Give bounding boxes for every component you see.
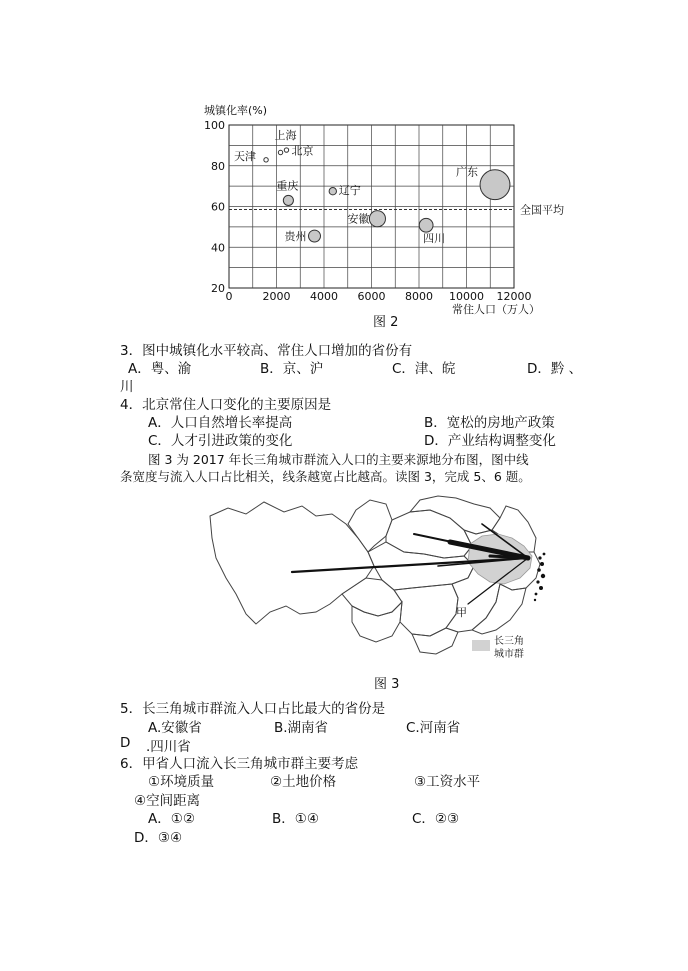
data-point-label: 广东	[456, 165, 478, 179]
q5-option-b: B.湖南省	[274, 720, 329, 736]
data-point-label: 贵州	[284, 230, 307, 244]
figure3-intro-line2: 条宽度与流入人口占比相关，线条越宽占比越高。读图 3，完成 5、6 题。	[120, 469, 531, 484]
x-tick-label: 0	[225, 290, 233, 303]
flow-line-jiangxi	[490, 556, 528, 558]
chart-grid	[229, 125, 514, 288]
data-point	[264, 158, 268, 162]
figure3-caption: 图 3	[374, 677, 400, 692]
q5-option-d-letter: D	[120, 735, 131, 751]
y-tick-label: 80	[211, 159, 225, 173]
figure3-map	[206, 494, 556, 666]
q5-option-d: .四川省	[146, 739, 191, 755]
data-point-label: 重庆	[276, 179, 299, 193]
q6-option-a: A．①②	[148, 811, 195, 827]
data-point-label: 天津	[234, 149, 257, 163]
data-point	[329, 188, 336, 195]
x-tick-label: 10000	[449, 290, 484, 303]
q3-option-b: B．京、沪	[260, 361, 324, 377]
x-tick-label: 6000	[357, 290, 386, 303]
q5-stem: 5．长三角城市群流入人口占比最大的省份是	[120, 701, 386, 717]
legend-label-line2: 城市群	[494, 649, 524, 660]
q6-stem: 6．甲省人口流入长三角城市群主要考虑	[120, 756, 359, 772]
q4-stem: 4．北京常住人口变化的主要原因是	[120, 397, 332, 413]
q3-option-a: A．粤、渝	[128, 361, 192, 377]
data-point	[283, 195, 293, 205]
q6-option-c: C．②③	[412, 811, 460, 827]
x-tick-label: 8000	[405, 290, 433, 303]
q3-option-c: C．津、皖	[392, 361, 456, 377]
q4-option-b: B．宽松的房地产政策	[424, 415, 555, 431]
y-tick-label: 40	[211, 241, 225, 255]
label-jia: 甲	[456, 606, 467, 619]
q3-stem: 3．图中城镇化水平较高、常住人口增加的省份有	[120, 343, 413, 359]
q4-option-c: C．人才引进政策的变化	[148, 433, 293, 449]
data-point	[480, 170, 510, 200]
legend-label-line1: 长三角	[494, 636, 524, 647]
x-tick-label: 12000	[496, 290, 532, 303]
national-average-label: 全国平均	[520, 203, 564, 217]
q3-option-d: D．黔 、	[527, 361, 583, 377]
y-tick-label: 60	[211, 200, 225, 214]
figure3-intro-line1: 图 3 为 2017 年长三角城市群流入人口的主要来源地分布图，图中线	[148, 452, 529, 467]
q3-option-d-cont: 川	[120, 379, 134, 395]
figure2-chart	[196, 100, 596, 325]
coastal-islands	[534, 553, 546, 602]
q6-item-4: ④空间距离	[134, 793, 201, 809]
q4-option-d: D．产业结构调整变化	[424, 433, 556, 449]
y-axis-label: 城镇化率(%)	[204, 104, 268, 117]
figure2-caption: 图 2	[373, 315, 399, 330]
q6-item-1: ①环境质量	[148, 774, 215, 790]
data-point	[284, 148, 288, 152]
x-tick-label: 4000	[310, 290, 338, 303]
x-axis-label: 常住人口（万人）	[452, 303, 540, 316]
q5-option-c: C.河南省	[406, 720, 461, 736]
data-point-label: 安徽	[347, 212, 370, 226]
data-point	[369, 211, 385, 227]
q5-option-a: A.安徽省	[148, 720, 202, 736]
data-point-label: 辽宁	[338, 184, 361, 198]
q6-item-2: ②土地价格	[270, 774, 337, 790]
data-point-label: 北京	[291, 144, 314, 158]
y-tick-label: 20	[211, 282, 225, 295]
legend-swatch	[472, 640, 490, 651]
x-tick-label: 2000	[262, 290, 291, 303]
data-point	[309, 230, 321, 242]
q6-option-d: D．③④	[134, 830, 183, 846]
q6-item-3: ③工资水平	[414, 774, 481, 790]
data-point-label: 四川	[423, 232, 446, 246]
data-point	[278, 150, 282, 154]
q6-option-b: B．①④	[272, 811, 319, 827]
q4-option-a: A．人口自然增长率提高	[148, 415, 293, 431]
data-point-label: 上海	[274, 129, 297, 143]
data-point	[419, 218, 433, 232]
y-tick-label: 100	[204, 119, 225, 132]
